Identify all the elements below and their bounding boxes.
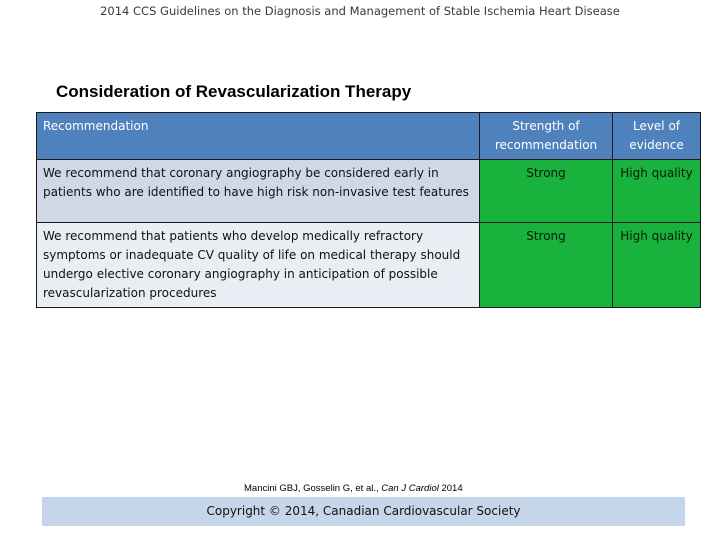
evidence-cell: High quality <box>613 223 701 308</box>
citation <box>244 483 463 494</box>
citation-journal: Can J Cardiol <box>381 483 439 494</box>
copyright-bar <box>42 497 685 526</box>
citation-year: 2014 <box>441 483 463 494</box>
column-header-recommendation: Recommendation <box>37 113 480 160</box>
strength-cell: Strong <box>480 160 613 223</box>
evidence-cell: High quality <box>613 160 701 223</box>
column-header-evidence: Level of evidence <box>613 113 701 160</box>
citation-authors: Mancini GBJ, Gosselin G, et al., <box>244 483 379 494</box>
slide-title: Consideration of Revascularization Therapy <box>56 82 412 101</box>
guideline-title: 2014 CCS Guidelines on the Diagnosis and Management of Stable Ischemia Heart Disease <box>100 4 620 18</box>
table-row <box>37 223 701 308</box>
copyright-text: Copyright © 2014, Canadian Cardiovascular Society <box>206 504 521 518</box>
column-header-strength: Strength of recommendation <box>480 113 613 160</box>
strength-cell: Strong <box>480 223 613 308</box>
recommendation-cell: We recommend that patients who develop medically refractory symptoms or inadequate CV quality of life on medical therapy should undergo elective coronary angiography in anticipation of possible revascularization procedures <box>37 223 480 308</box>
recommendation-table <box>36 112 701 308</box>
table-header-row <box>37 113 701 160</box>
table-row <box>37 160 701 223</box>
recommendation-cell: We recommend that coronary angiography be considered early in patients who are identified to have high risk non-invasive test features <box>37 160 480 223</box>
